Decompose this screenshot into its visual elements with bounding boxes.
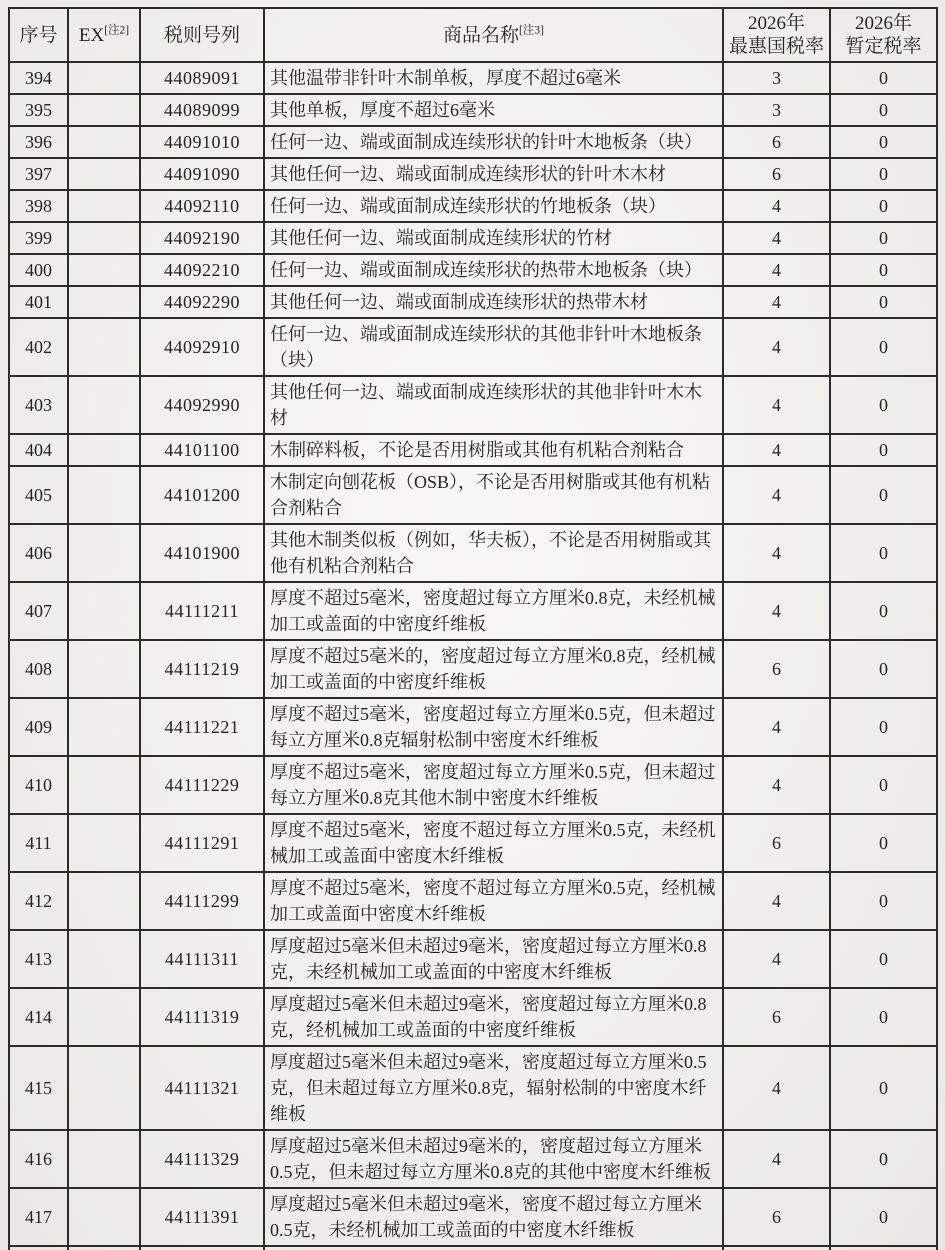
cell-seq: 394 <box>9 62 68 94</box>
cell-provisional-rate: 0 <box>830 1188 937 1246</box>
cell-mfn-rate: 6 <box>723 814 830 872</box>
tariff-table <box>8 7 938 1250</box>
cell-ex <box>68 872 140 930</box>
cell-provisional-rate: 0 <box>830 318 937 376</box>
cell-ex <box>68 190 140 222</box>
cell-mfn-rate: 4 <box>723 930 830 988</box>
cell-mfn-rate: 6 <box>723 158 830 190</box>
cell-mfn-rate: 4 <box>723 190 830 222</box>
cell-name: 厚度超过5毫米但未超过9毫米的，密度超过每立方厘米0.5克，但未超过每立方厘米0.8克的其他中密度木纤维板 <box>264 1130 723 1188</box>
cell-ex <box>68 222 140 254</box>
table-row <box>9 1188 937 1246</box>
cell-seq: 415 <box>9 1046 68 1130</box>
cell-ex <box>68 126 140 158</box>
cell-ex <box>68 158 140 190</box>
cell-ex <box>68 254 140 286</box>
cell-name: 厚度不超过5毫米的，密度超过每立方厘米0.8克，经机械加工或盖面的中密度纤维板 <box>264 640 723 698</box>
header-row <box>9 8 937 62</box>
table-row <box>9 1130 937 1188</box>
cell-name: 其他任何一边、端或面制成连续形状的针叶木木材 <box>264 158 723 190</box>
table-row <box>9 582 937 640</box>
cell-name: 其他任何一边、端或面制成连续形状的热带木材 <box>264 286 723 318</box>
cell-mfn-rate: 4 <box>723 756 830 814</box>
cell-provisional-rate: 0 <box>830 94 937 126</box>
cell-seq: 398 <box>9 190 68 222</box>
cell-mfn-rate: 3 <box>723 94 830 126</box>
table-row <box>9 756 937 814</box>
cell-provisional-rate: 0 <box>830 524 937 582</box>
cell-provisional-rate: 0 <box>830 158 937 190</box>
cell-seq: 412 <box>9 872 68 930</box>
cell-seq: 407 <box>9 582 68 640</box>
partial-cell-ex <box>68 1246 140 1250</box>
col-header-prov-line2: 暂定税率 <box>845 36 922 57</box>
cell-ex <box>68 376 140 434</box>
cell-seq: 401 <box>9 286 68 318</box>
col-header-code: 税则号列 <box>140 8 264 62</box>
col-header-ex <box>68 8 140 62</box>
cell-seq: 399 <box>9 222 68 254</box>
cell-ex <box>68 94 140 126</box>
cell-mfn-rate: 4 <box>723 872 830 930</box>
cell-seq: 396 <box>9 126 68 158</box>
col-header-ex-footnote: [注2] <box>104 24 130 37</box>
cell-mfn-rate: 4 <box>723 466 830 524</box>
partial-cell-prov <box>830 1246 937 1250</box>
cell-ex <box>68 698 140 756</box>
col-header-ex-label: EX <box>78 24 105 46</box>
cell-mfn-rate: 6 <box>723 1188 830 1246</box>
table-row <box>9 524 937 582</box>
cell-ex <box>68 582 140 640</box>
cell-seq: 416 <box>9 1130 68 1188</box>
cell-mfn-rate: 4 <box>723 286 830 318</box>
table-row <box>9 466 937 524</box>
table-row <box>9 318 937 376</box>
cell-provisional-rate: 0 <box>830 466 937 524</box>
cell-ex <box>68 318 140 376</box>
cell-code: 44101100 <box>140 434 264 466</box>
cell-code: 44111291 <box>140 814 264 872</box>
col-header-mfn-rate <box>723 8 830 62</box>
cell-provisional-rate: 0 <box>830 872 937 930</box>
cell-provisional-rate: 0 <box>830 222 937 254</box>
cell-name: 厚度不超过5毫米，密度超过每立方厘米0.8克，未经机械加工或盖面的中密度纤维板 <box>264 582 723 640</box>
cell-name: 其他木制类似板（例如，华夫板），不论是否用树脂或其他有机粘合剂粘合 <box>264 524 723 582</box>
cell-mfn-rate: 6 <box>723 126 830 158</box>
cell-seq: 413 <box>9 930 68 988</box>
cell-ex <box>68 1046 140 1130</box>
cell-ex <box>68 1130 140 1188</box>
cell-provisional-rate: 0 <box>830 126 937 158</box>
cell-name: 厚度不超过5毫米，密度不超过每立方厘米0.5克，未经机械加工或盖面中密度木纤维板 <box>264 814 723 872</box>
cell-name: 木制定向刨花板（OSB），不论是否用树脂或其他有机粘合剂粘合 <box>264 466 723 524</box>
cell-code: 44111219 <box>140 640 264 698</box>
cell-mfn-rate: 3 <box>723 62 830 94</box>
cell-mfn-rate: 4 <box>723 524 830 582</box>
table-row <box>9 930 937 988</box>
table-partial-body <box>9 1246 937 1250</box>
cell-mfn-rate: 6 <box>723 988 830 1046</box>
table-row <box>9 434 937 466</box>
cell-seq: 402 <box>9 318 68 376</box>
table-row <box>9 158 937 190</box>
cell-provisional-rate: 0 <box>830 814 937 872</box>
cell-provisional-rate: 0 <box>830 930 937 988</box>
cell-seq: 411 <box>9 814 68 872</box>
cell-ex <box>68 434 140 466</box>
cell-ex <box>68 988 140 1046</box>
cell-name: 其他单板，厚度不超过6毫米 <box>264 94 723 126</box>
cell-seq: 403 <box>9 376 68 434</box>
cell-mfn-rate: 4 <box>723 434 830 466</box>
table-row <box>9 698 937 756</box>
table-body <box>9 62 937 1246</box>
cell-provisional-rate: 0 <box>830 62 937 94</box>
cell-name: 其他温带非针叶木制单板，厚度不超过6毫米 <box>264 62 723 94</box>
cell-mfn-rate: 4 <box>723 376 830 434</box>
col-header-provisional-rate <box>830 8 937 62</box>
cell-code: 44092190 <box>140 222 264 254</box>
cell-code: 44091010 <box>140 126 264 158</box>
cell-seq: 414 <box>9 988 68 1046</box>
cell-provisional-rate: 0 <box>830 190 937 222</box>
cell-code: 44111311 <box>140 930 264 988</box>
col-header-prov-line1: 2026年 <box>854 13 912 34</box>
cell-name: 厚度不超过5毫米，密度超过每立方厘米0.5克，但未超过每立方厘米0.8克其他木制中密度木纤维板 <box>264 756 723 814</box>
cell-name: 厚度超过5毫米但未超过9毫米，密度超过每立方厘米0.8克，经机械加工或盖面的中密度纤维板 <box>264 988 723 1046</box>
cell-provisional-rate: 0 <box>830 698 937 756</box>
cell-code: 44092990 <box>140 376 264 434</box>
table-row <box>9 126 937 158</box>
cell-ex <box>68 62 140 94</box>
cell-provisional-rate: 0 <box>830 756 937 814</box>
cell-name: 厚度超过5毫米但未超过9毫米，密度超过每立方厘米0.8克，未经机械加工或盖面的中密度木纤维板 <box>264 930 723 988</box>
table-row <box>9 814 937 872</box>
cell-code: 44089091 <box>140 62 264 94</box>
partial-cell-mfn <box>723 1246 830 1250</box>
cell-seq: 409 <box>9 698 68 756</box>
table-row <box>9 376 937 434</box>
cell-name: 任何一边、端或面制成连续形状的热带木地板条（块） <box>264 254 723 286</box>
cell-seq: 405 <box>9 466 68 524</box>
cell-provisional-rate: 0 <box>830 434 937 466</box>
col-header-mfn-line1: 2026年 <box>747 13 805 34</box>
cell-ex <box>68 286 140 318</box>
partial-cell-code <box>140 1246 264 1250</box>
table-row <box>9 286 937 318</box>
cell-name: 厚度不超过5毫米，密度超过每立方厘米0.5克，但未超过每立方厘米0.8克辐射松制中密度木纤维板 <box>264 698 723 756</box>
table-row <box>9 190 937 222</box>
cell-code: 44091090 <box>140 158 264 190</box>
col-header-name-footnote: [注3] <box>519 24 544 37</box>
partial-cell-name <box>264 1246 723 1250</box>
table-row <box>9 1046 937 1130</box>
cell-name: 厚度超过5毫米但未超过9毫米，密度不超过每立方厘米0.5克，未经机械加工或盖面的中密度木纤维板 <box>264 1188 723 1246</box>
cell-code: 44111391 <box>140 1188 264 1246</box>
cell-ex <box>68 814 140 872</box>
col-header-mfn-line2: 最惠国税率 <box>728 36 824 57</box>
table-row <box>9 640 937 698</box>
cell-provisional-rate: 0 <box>830 1130 937 1188</box>
table-row <box>9 988 937 1046</box>
cell-seq: 404 <box>9 434 68 466</box>
cell-code: 44101900 <box>140 524 264 582</box>
cell-name: 任何一边、端或面制成连续形状的针叶木地板条（块） <box>264 126 723 158</box>
cell-name: 厚度超过5毫米但未超过9毫米，密度超过每立方厘米0.5克，但未超过每立方厘米0.8克，辐射松制的中密度木纤维板 <box>264 1046 723 1130</box>
table-row <box>9 254 937 286</box>
col-header-seq: 序号 <box>9 8 68 62</box>
cell-code: 44111299 <box>140 872 264 930</box>
cell-seq: 400 <box>9 254 68 286</box>
cell-seq: 397 <box>9 158 68 190</box>
cell-name: 厚度不超过5毫米，密度不超过每立方厘米0.5克，经机械加工或盖面中密度木纤维板 <box>264 872 723 930</box>
cell-name: 任何一边、端或面制成连续形状的竹地板条（块） <box>264 190 723 222</box>
table-row <box>9 94 937 126</box>
cell-mfn-rate: 6 <box>723 640 830 698</box>
cell-ex <box>68 1188 140 1246</box>
cell-code: 44092290 <box>140 286 264 318</box>
cell-provisional-rate: 0 <box>830 1046 937 1130</box>
cell-mfn-rate: 4 <box>723 698 830 756</box>
cell-seq: 410 <box>9 756 68 814</box>
cell-name: 其他任何一边、端或面制成连续形状的竹材 <box>264 222 723 254</box>
cell-name: 其他任何一边、端或面制成连续形状的其他非针叶木木材 <box>264 376 723 434</box>
partial-cell-seq <box>9 1246 68 1250</box>
cell-provisional-rate: 0 <box>830 640 937 698</box>
cell-ex <box>68 640 140 698</box>
cell-seq: 408 <box>9 640 68 698</box>
table-row <box>9 872 937 930</box>
cell-code: 44089099 <box>140 94 264 126</box>
cell-provisional-rate: 0 <box>830 376 937 434</box>
cell-provisional-rate: 0 <box>830 582 937 640</box>
cell-name: 任何一边、端或面制成连续形状的其他非针叶木地板条（块） <box>264 318 723 376</box>
cell-seq: 406 <box>9 524 68 582</box>
table-row <box>9 62 937 94</box>
cell-mfn-rate: 4 <box>723 254 830 286</box>
cell-code: 44111221 <box>140 698 264 756</box>
cell-ex <box>68 524 140 582</box>
cell-code: 44092110 <box>140 190 264 222</box>
table-header <box>9 8 937 62</box>
cell-code: 44092910 <box>140 318 264 376</box>
col-header-name-label: 商品名称 <box>443 24 520 46</box>
partial-next-row <box>9 1246 937 1250</box>
cell-name: 木制碎料板，不论是否用树脂或其他有机粘合剂粘合 <box>264 434 723 466</box>
col-header-name <box>264 8 723 62</box>
cell-ex <box>68 466 140 524</box>
cell-code: 44111329 <box>140 1130 264 1188</box>
cell-seq: 395 <box>9 94 68 126</box>
cell-seq: 417 <box>9 1188 68 1246</box>
cell-code: 44111319 <box>140 988 264 1046</box>
cell-code: 44101200 <box>140 466 264 524</box>
cell-ex <box>68 756 140 814</box>
cell-ex <box>68 930 140 988</box>
cell-code: 44111321 <box>140 1046 264 1130</box>
cell-provisional-rate: 0 <box>830 988 937 1046</box>
cell-provisional-rate: 0 <box>830 254 937 286</box>
cell-mfn-rate: 4 <box>723 222 830 254</box>
cell-code: 44111229 <box>140 756 264 814</box>
table-row <box>9 222 937 254</box>
cell-code: 44111211 <box>140 582 264 640</box>
cell-mfn-rate: 4 <box>723 1130 830 1188</box>
cell-provisional-rate: 0 <box>830 286 937 318</box>
cell-code: 44092210 <box>140 254 264 286</box>
cell-mfn-rate: 4 <box>723 318 830 376</box>
cell-mfn-rate: 4 <box>723 582 830 640</box>
cell-mfn-rate: 4 <box>723 1046 830 1130</box>
